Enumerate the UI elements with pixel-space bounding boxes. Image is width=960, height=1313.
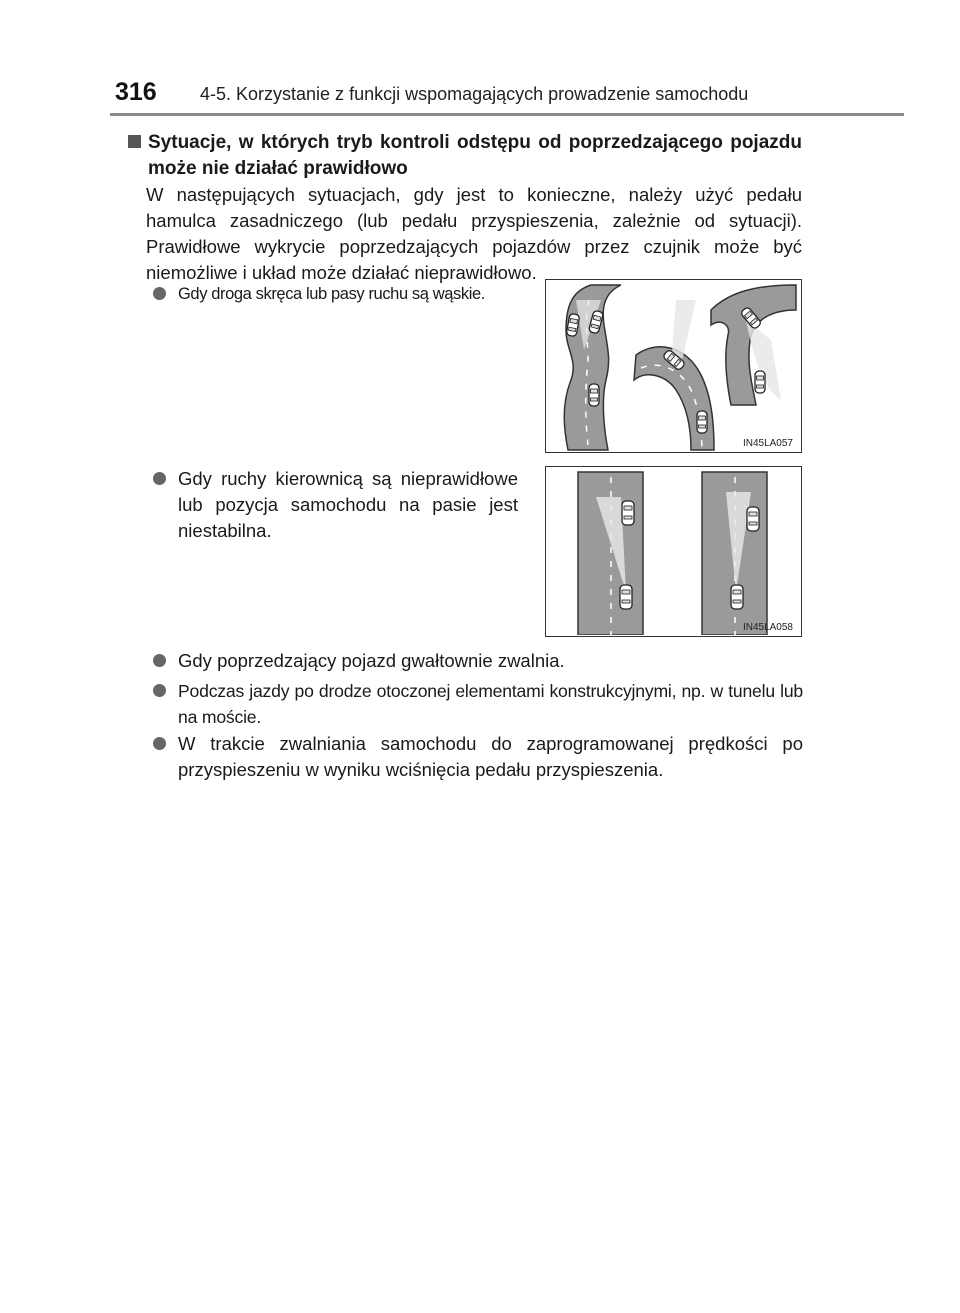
bullet-text: Gdy droga skręca lub pasy ruchu są wąskie. — [178, 285, 485, 303]
header-rule — [110, 113, 904, 116]
bullet-item — [153, 281, 523, 307]
section-heading — [130, 130, 802, 182]
bullet-text: W trakcie zwalniania samochodu do zaprogramowanej prędkości po przyspieszeniu w wyniku wciśnięcia pedału przyspieszenia. — [178, 733, 803, 780]
curved-road-illustration — [546, 280, 800, 451]
bullet-dot-icon — [153, 472, 166, 485]
bullet-dot-icon — [153, 654, 166, 667]
bullet-dot-icon — [153, 287, 166, 300]
bullet-text: Gdy ruchy kierownicą są nieprawidłowe lub pozycja samochodu na pasie jest niestabilna. — [178, 468, 518, 541]
intro-paragraph: W następujących sytuacjach, gdy jest to konieczne, należy użyć pedału hamulca zasadniczego (lub pedału przyspieszenia, zależnie od sytuacji). Prawidłowe wykrycie poprzedzających pojazdów przez czujnik może być niemożliwe i układ może działać nieprawidłowo. — [146, 184, 802, 283]
figure-curved-road — [545, 279, 802, 453]
bullet-text: Podczas jazdy po drodze otoczonej elementami konstrukcyjnymi, np. w tunelu lub na moście. — [178, 681, 803, 727]
figure-code: IN45LA058 — [742, 622, 793, 633]
chapter-title: 4-5. Korzystanie z funkcji wspomagających prowadzenie samochodu — [200, 84, 749, 104]
bullet-item — [153, 466, 518, 544]
bullet-item — [153, 731, 803, 783]
figure-code: IN45LA057 — [742, 438, 793, 449]
section-heading-text: Sytuacje, w których tryb kontroli odstępu od poprzedzającego pojazdu może nie działać prawidłowo — [148, 132, 802, 179]
bullet-item — [153, 648, 803, 674]
bullet-item — [153, 678, 803, 730]
bullet-text: Gdy poprzedzający pojazd gwałtownie zwalnia. — [178, 650, 565, 671]
bullet-dot-icon — [153, 684, 166, 697]
figure-lane-position — [545, 466, 802, 637]
page-number: 316 — [115, 78, 157, 106]
lane-position-illustration — [546, 467, 800, 635]
bullet-dot-icon — [153, 737, 166, 750]
